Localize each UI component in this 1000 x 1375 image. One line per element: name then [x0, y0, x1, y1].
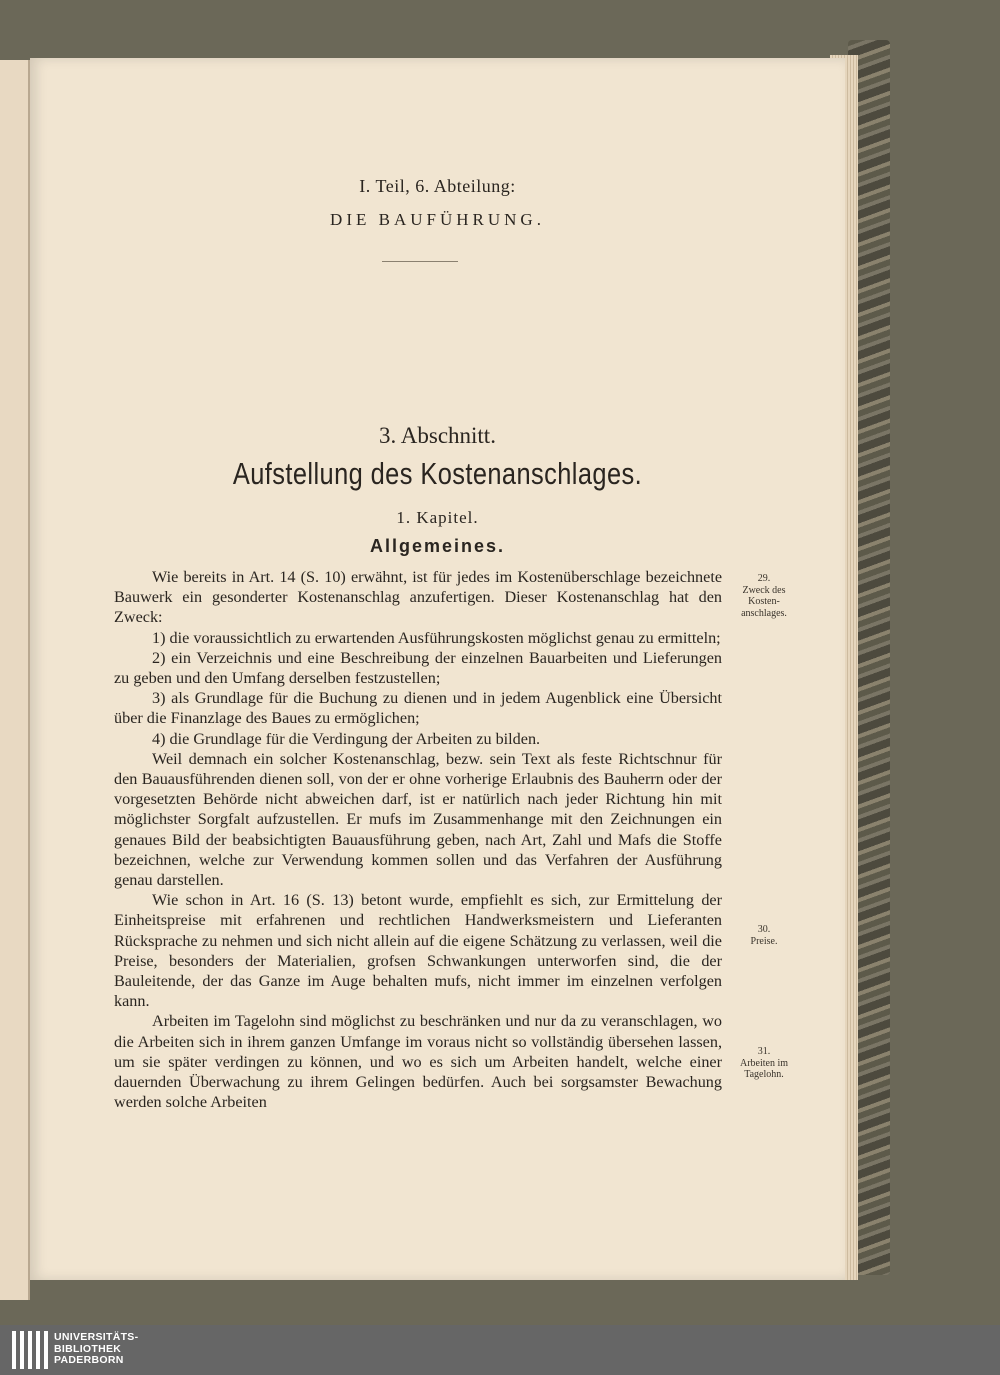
book-page [30, 58, 845, 1280]
margin-note-text: Zweck des Kosten- anschlages. [741, 584, 787, 619]
list-item: 4) die Grundlage für die Verdingung der Arbeiten zu bilden. [152, 729, 541, 748]
chapter-title: Aufstellung des Kostenanschlages. [232, 456, 643, 491]
facing-page-edge [0, 60, 30, 1300]
part-header: I. Teil, 6. Abteilung: [359, 176, 516, 196]
paragraph: Arbeiten im Tagelohn sind möglichst zu beschränken und nur da zu veranschlagen, wo die Arbeiten sich in ihrem ganzen Umfange im voraus nicht so vollständig übersehen lassen, um sie später verdingen zu können, und wo es sich um Arbeiten handelt, welche einer dauernden Überwachung zu ihrem Gelingen bedürfen. Auch bei sorgsamster Bewachung werden solche Arbeiten [114, 1012, 722, 1112]
margin-note-29 [730, 573, 798, 619]
subsection-title: Allgemeines. [369, 536, 506, 556]
list-item: 3) als Grundlage für die Buchung zu dienen und in jedem Augenblick eine Übersicht über die Finanzlage des Baues zu ermöglichen; [114, 689, 722, 728]
paragraph: Weil demnach ein solcher Kostenanschlag, bezw. sein Text als feste Richtschnur für den Bauausführenden dienen soll, von der er ohne vorherige Erlaubnis des Bauherrn oder der vorgesetzten Behörde nicht abweichen darf, ist er natürlich nach jeder Richtung hin mit möglichster Sorgfalt aufzustellen. Er mufs im Zusammenhange mit den Zeichnungen ein genaues Bild der beabsichtigten Bauausführung geben, nach Art, Zahl und Mafs die Stoffe bezeichnen, welche zur Verwendung kommen sollen und das Verfahren der Ausführung genau darstellen. [114, 749, 722, 890]
divider-rule [382, 261, 458, 262]
library-name: UNIVERSITÄTS- BIBLIOTHEK PADERBORN [54, 1331, 139, 1366]
margin-note-number: 30. [757, 924, 771, 935]
margin-note-text: Preise. [750, 935, 778, 947]
list-item: 2) ein Verzeichnis und eine Beschreibung der einzelnen Bauarbeiten und Lieferungen zu geben und den Umfang derselben festzustellen; [114, 648, 722, 688]
list-item: 1) die voraussichtlich zu erwartenden Ausführungskosten möglichst genau zu ermitteln; [152, 628, 721, 647]
body-text [114, 567, 722, 1112]
library-logo-icon [12, 1331, 48, 1369]
paragraph: Wie schon in Art. 16 (S. 13) betont wurde, empfiehlt es sich, zur Ermittelung der Einheitspreise mit erfahrenen und rechtlichen Handwerksmeistern und Lieferanten Rücksprache zu nehmen und sich nicht allein auf die eigene Schätzung zu verlassen, weil die Preise, besonders der Materialien, grofsen Schwankungen unterworfen sind, die der Bauleitende, der das Ganze im Auge behalten mufs, nicht immer im einzelnen verfolgen kann. [114, 891, 722, 1011]
paragraph: Wie bereits in Art. 14 (S. 10) erwähnt, ist für jedes im Kostenüberschlage bezeichnete Bauwerk ein gesonderter Kostenanschlag anzufertigen. Dieser Kostenanschlag hat den Zweck: [114, 568, 722, 627]
section-header: DIE BAUFÜHRUNG. [330, 210, 545, 229]
margin-note-30 [730, 924, 798, 947]
margin-note-31 [726, 1046, 802, 1081]
margin-note-text: Arbeiten im Tagelohn. [739, 1057, 789, 1080]
library-footer [0, 1325, 1000, 1375]
abschnitt-label: 3. Abschnitt. [379, 423, 496, 448]
margin-note-number: 29. [757, 573, 771, 584]
margin-note-number: 31. [757, 1046, 771, 1057]
kapitel-label: 1. Kapitel. [396, 508, 479, 527]
